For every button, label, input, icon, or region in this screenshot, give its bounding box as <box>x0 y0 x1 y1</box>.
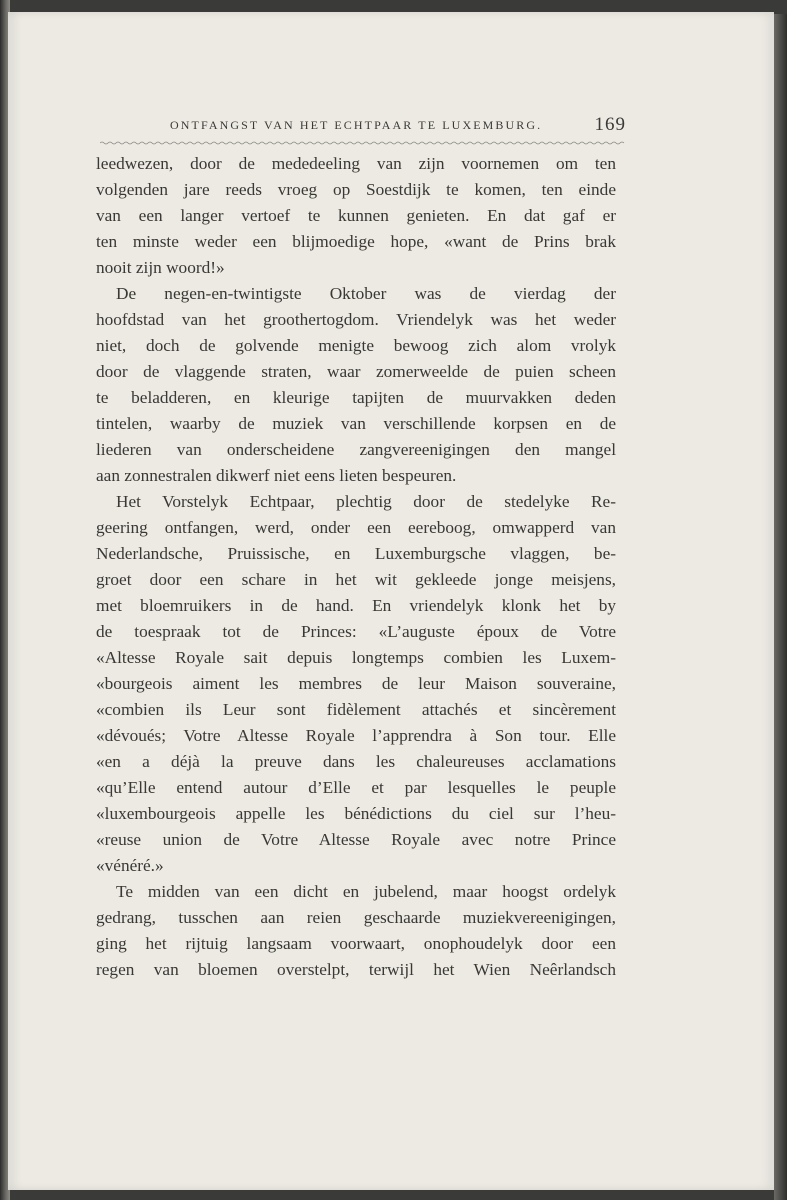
text-line: «vénéré.» <box>96 856 164 875</box>
text-line: volgenden jare reeds vroeg op Soestdijk te komen, ten einde <box>96 180 616 199</box>
running-head: ONTFANGST VAN HET ECHTPAAR TE LUXEMBURG. <box>170 118 543 132</box>
body-text <box>96 151 616 983</box>
text-line: «reuse union de Votre Altesse Royale avec notre Prince <box>96 830 616 849</box>
text-line: niet, doch de golvende menigte bewoog zich alom vrolyk <box>96 336 616 355</box>
text-line: tintelen, waarby de muziek van verschillende korpsen en de <box>96 414 616 433</box>
text-line: De negen-en-twintigste Oktober was de vierdag der <box>116 284 616 303</box>
text-line: met bloemruikers in de hand. En vriendelyk klonk het by <box>96 596 616 615</box>
text-line: groet door een schare in het wit gekleede jonge meisjens, <box>96 570 616 589</box>
page-header <box>170 114 626 140</box>
text-line: liederen van onderscheidene zangvereenigingen den mangel <box>96 440 616 459</box>
text-line: «dévoués; Votre Altesse Royale l’apprendra à Son tour. Elle <box>96 726 616 745</box>
text-line: «en a déjà la preuve dans les chaleureuses acclamations <box>96 752 616 771</box>
text-line: Te midden van een dicht en jubelend, maar hoogst ordelyk <box>116 882 616 901</box>
text-line: te beladderen, en kleurige tapijten de muurvakken deden <box>96 388 616 407</box>
text-line: gedrang, tusschen aan reien geschaarde muziekvereenigingen, <box>96 908 616 927</box>
text-line: door de vlaggende straten, waar zomerweelde de puien scheen <box>96 362 616 381</box>
text-line: de toespraak tot de Princes: «L’auguste époux de Votre <box>96 622 616 641</box>
text-line: leedwezen, door de mededeeling van zijn voornemen om ten <box>96 154 616 173</box>
page-edge-shadow <box>774 14 787 1200</box>
text-line: nooit zijn woord!» <box>96 258 225 277</box>
text-line: Nederlandsche, Pruissische, en Luxemburgsche vlaggen, be- <box>96 544 616 563</box>
text-line: hoofdstad van het groothertogdom. Vriendelyk was het weder <box>96 310 616 329</box>
text-line: van een langer vertoef te kunnen genieten. En dat gaf er <box>96 206 616 225</box>
text-line: aan zonnestralen dikwerf niet eens lieten bespeuren. <box>96 466 457 485</box>
page-number: 169 <box>594 114 626 135</box>
text-line: «Altesse Royale sait depuis longtemps combien les Luxem- <box>96 648 616 667</box>
text-line: «luxembourgeois appelle les bénédictions du ciel sur l’heu- <box>96 804 616 823</box>
text-line: Het Vorstelyk Echtpaar, plechtig door de stedelyke Re- <box>116 492 616 511</box>
text-line: ging het rijtuig langsaam voorwaart, onophoudelyk door een <box>96 934 616 953</box>
text-line: regen van bloemen overstelpt, terwijl het Wien Neêrlandsch <box>96 960 616 979</box>
text-line: ten minste weder een blijmoedige hope, «want de Prins brak <box>96 232 616 251</box>
text-line: «combien ils Leur sont fidèlement attachés et sincèrement <box>96 700 616 719</box>
text-line: geering ontfangen, werd, onder een eereboog, omwapperd van <box>96 518 616 537</box>
text-line: «bourgeois aiment les membres de leur Maison souveraine, <box>96 674 616 693</box>
header-rule <box>100 141 626 145</box>
text-line: «qu’Elle entend autour d’Elle et par lesquelles le peuple <box>96 778 616 797</box>
